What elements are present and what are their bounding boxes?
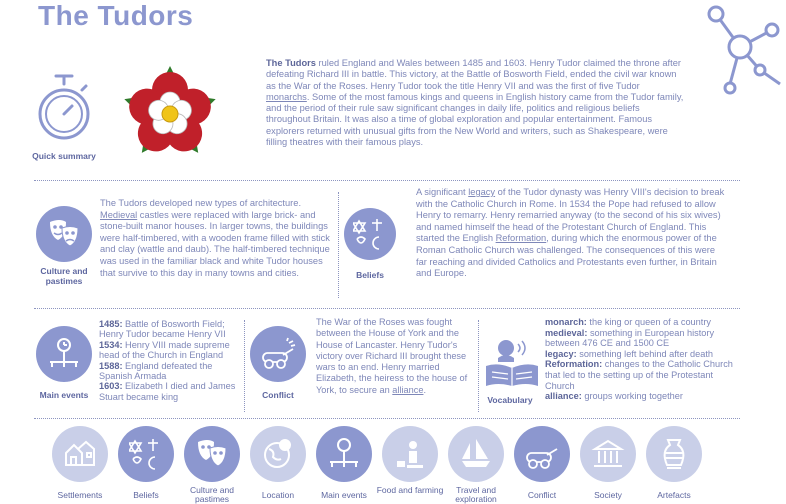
vocab-term: Reformation: [545,359,603,370]
quick-summary-label: Quick summary [32,151,96,161]
vocab-term: medieval: [545,327,588,338]
timeline-year: 1485: [99,319,123,329]
culture-text-part2: castles were replaced with large brick- and stone-built manor houses. In larger towns, the buildings were half-timbered, with a wooden frame filled with stick and clay (wattle and daub). The half-timbered technique was used in the familiar black and white Tudor houses that survive to this day in many towns and cities. [100,209,330,278]
vocab-definition: changes to the Catholic Church that led to the setting up of the Protestant Church [545,359,733,391]
culture-label-line2: pastimes [45,276,83,286]
vocab-term: alliance: [545,391,582,402]
conflict-text-part2: . [423,384,426,395]
conflict-label: Conflict [262,390,294,400]
nav-location-label[interactable]: Location [261,490,295,500]
globe-pointer-icon [261,437,295,471]
ship-icon [458,437,494,471]
summary-text-part2: . Some of the most famous kings and queens in English history came from the Tudor family, and the period of their rule saw significant changes in daily life, politics and religious beliefs throughout Britain. It was also a time of global exploration and popular entertainment. Famous explorers returned with unusual gifts from the New World and writers, such as Shakespeare, were filling theatres with their famous plays. [266,91,684,148]
culture-text [100,198,332,279]
nav-conflict-label[interactable]: Conflict [527,490,557,500]
nav-main-events[interactable] [316,426,372,482]
timeline-year: 1588: [99,360,123,371]
divider [34,418,740,419]
vocab-term: monarch: [545,317,587,327]
vocab-item [545,349,740,360]
nav-beliefs[interactable] [118,426,174,482]
divider [34,308,740,309]
timeline-event: Battle of Bosworth Field; Henry Tudor became Henry VII [99,319,226,340]
nav-settlements-label[interactable]: Settlements [57,490,103,500]
vocabulary-label: Vocabulary [487,395,533,405]
vocab-definition: something in European history between 476 CE and 1500 CE [545,327,715,349]
timeline-year: 1603: [99,381,123,392]
nav-main-events-label[interactable]: Main events [321,490,367,500]
religious-symbols-icon [353,217,387,251]
nav-culture-label[interactable]: Culture and pastimes [190,485,234,504]
nav-society-label[interactable]: Society [594,490,622,500]
summary-lead: The Tudors [266,58,316,68]
molecule-icon [702,2,786,100]
vocabulary-list [545,317,740,402]
divider [34,180,740,181]
nav-food-label[interactable]: Food and farming [376,485,444,495]
farmer-icon [393,437,427,471]
building-icon [591,437,625,471]
vocab-item [545,359,740,391]
beliefs-text-part3: , during which the enormous power of the Roman Catholic Church was challenged. The consequences of this were far reaching and divided Catholics and Protestants even further, in Britain and Europe. [416,233,717,279]
nav-society[interactable] [580,426,636,482]
vocab-term: legacy: [545,348,577,359]
stopwatch-icon [36,70,92,150]
vocab-definition: the king or queen of a country [586,317,711,327]
nav-artefacts-label[interactable]: Artefacts [657,490,691,500]
vocab-item [545,317,740,328]
timeline-icon [46,336,82,372]
reading-book-icon [484,336,540,388]
cannon-icon [259,337,297,371]
timeline-icon [326,436,362,472]
beliefs-text-part2: of the Tudor dynasty was Henry VIII's decision to break with the Catholic Church in Rome. In 1534 the Pope had refused to allow Henry to remarry. Henry remarried anyway (to the second of his six wives) and named himself the head of the Protestant Church of England. This started the English [416,187,725,244]
culture-label [24,266,104,286]
divider [244,320,245,412]
vocab-definition: something left behind after death [576,348,714,359]
nav-artefacts[interactable] [646,426,702,482]
nav-culture[interactable] [184,426,240,482]
summary-text-part1: ruled England and Wales between 1485 and 1603. Henry Tudor claimed the throne after defeating Richard III in battle. This victory, at the Battle of Bosworth Field, ended the civil war known as the War of the Roses. Henry Tudor took the title Henry VII and was the first of five Tudor [266,58,681,91]
divider [478,320,479,412]
timeline-item [99,340,239,361]
cannon-icon [523,437,561,471]
divider [338,192,339,298]
vocab-item [545,328,740,349]
medieval-link[interactable]: Medieval [100,209,138,220]
theatre-masks-icon [46,216,82,252]
timeline-item [99,381,239,402]
legacy-link[interactable]: legacy [468,187,496,197]
vase-icon [659,437,689,471]
timeline-event: Elizabeth I died and James Stuart became king [99,381,236,402]
timeline-event: Henry VIII made supreme head of the Church in England [99,339,230,361]
page-title: The Tudors [38,0,194,31]
timeline-item [99,319,239,340]
alliance-link[interactable]: alliance [392,384,424,395]
vocab-definition: groups working together [581,391,683,402]
beliefs-circle [344,208,396,260]
beliefs-text [416,187,726,280]
tudor-rose-icon [120,62,220,162]
reformation-link[interactable]: Reformation [495,233,547,244]
vocab-item [545,391,740,402]
nav-beliefs-label[interactable]: Beliefs [133,490,159,500]
nav-conflict[interactable] [514,426,570,482]
summary-text [266,58,684,148]
timeline-event: England defeated the Spanish Armada [99,360,213,382]
beliefs-label: Beliefs [356,270,384,280]
nav-location[interactable] [250,426,306,482]
monarchs-link[interactable]: monarchs [266,91,307,102]
nav-travel[interactable] [448,426,504,482]
houses-icon [63,439,97,469]
culture-text-part1: The Tudors developed new types of architecture. [100,198,302,208]
timeline-year: 1534: [99,339,123,350]
culture-circle [36,206,92,262]
nav-settlements[interactable] [52,426,108,482]
culture-label-line1: Culture and [40,266,88,276]
conflict-text [316,317,470,396]
conflict-circle [250,326,306,382]
timeline-list [99,319,239,402]
main-events-circle [36,326,92,382]
main-events-label: Main events [39,390,89,400]
conflict-text-part1: The War of the Roses was fought between the House of York and the House of Lancaster. Henry Tudor's victory over Richard III brought these wars to an end. Henry married Elizabeth, the heiress to the house of York, to secure an [316,317,468,395]
nav-food[interactable] [382,426,438,482]
theatre-masks-icon [194,436,230,472]
religious-symbols-icon [129,437,163,471]
nav-travel-label[interactable]: Travel and exploration [455,485,497,504]
beliefs-text-part1: A significant [416,187,469,197]
timeline-item [99,361,239,382]
